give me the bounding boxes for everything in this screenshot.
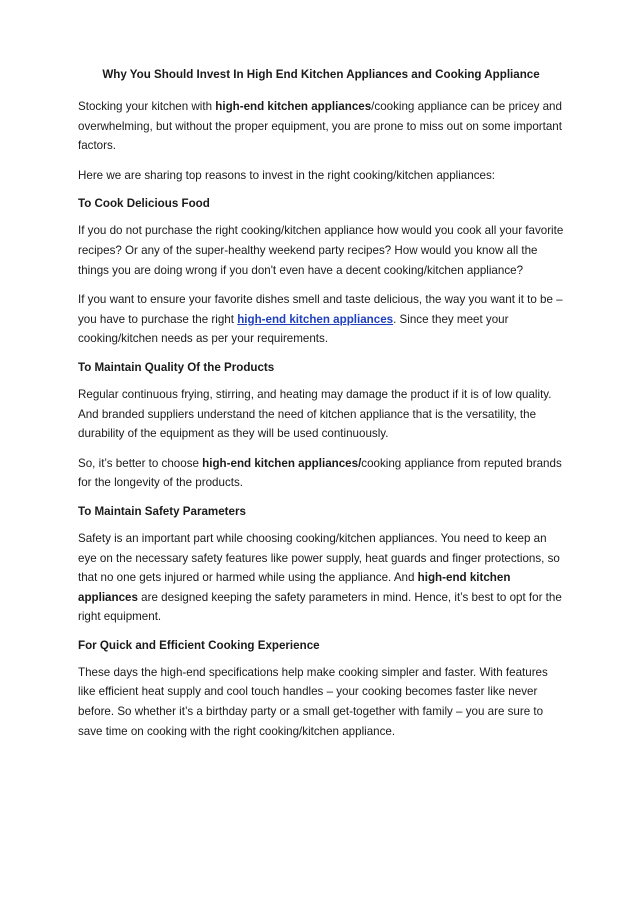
heading-maintain-quality: To Maintain Quality Of the Products <box>78 360 275 374</box>
quality-bold-keyword: high-end kitchen appliances/ <box>202 456 362 470</box>
quality-paragraph-2 <box>78 454 564 493</box>
high-end-kitchen-appliances-link[interactable]: high-end kitchen appliances <box>237 312 394 326</box>
heading-safety-parameters: To Maintain Safety Parameters <box>78 504 246 518</box>
quality-paragraph-2-start: So, it’s better to choose <box>78 456 203 470</box>
cook-paragraph-1: If you do not purchase the right cooking/kitchen appliance how would you cook all your favorite recipes? Or any of the super-healthy weekend party recipes? How would you know all the things you are doing wrong if you don't even have a decent cooking/kitchen appliance? <box>78 224 564 277</box>
safety-paragraph <box>78 529 564 627</box>
heading-cook-delicious-food: To Cook Delicious Food <box>78 197 210 211</box>
intro-text-start: Stocking your kitchen with <box>78 100 216 113</box>
safety-paragraph-end: are designed keeping the safety parameters in mind. Hence, it’s best to opt for the right equipment. <box>78 590 562 624</box>
intro-paragraph <box>78 97 564 156</box>
quality-paragraph-2-end: cooking appliance from reputed brands for the longevity of the products. <box>78 456 562 490</box>
reasons-intro-paragraph: Here we are sharing top reasons to invest in the right cooking/kitchen appliances: <box>78 168 495 182</box>
efficient-paragraph: These days the high-end specifications help make cooking simpler and faster. With features like efficient heat supply and cool touch handles – your cooking becomes faster like never before. So whether it’s a birthday party or a small get-together with family – you are sure to save time on cooking with the right cooking/kitchen appliance. <box>78 665 548 738</box>
intro-text-end: /cooking appliance can be pricey and overwhelming, but without the proper equipment, you are prone to miss out on some important factors. <box>78 100 562 153</box>
cook-paragraph-2-end: . Since they meet your cooking/kitchen needs as per your requirements. <box>78 312 509 346</box>
safety-paragraph-start: Safety is an important part while choosing cooking/kitchen appliances. You need to keep an eye on the necessary safety features like power supply, heat guards and finger protections, so that no one gets injured or harmed while using the appliance. And <box>78 531 560 585</box>
heading-quick-efficient-cooking: For Quick and Efficient Cooking Experience <box>78 638 320 652</box>
cook-paragraph-2-start: If you want to ensure your favorite dishes smell and taste delicious, the way you want it to be – you have to purchase the right <box>78 293 563 326</box>
quality-paragraph-1: Regular continuous frying, stirring, and heating may damage the product if it is of low quality. And branded suppliers understand the need of kitchen appliance that is the versatility, the durability of the equipment as they will be used continuously. <box>78 387 552 441</box>
cook-paragraph-2 <box>78 290 564 349</box>
safety-bold-keyword: high-end kitchen appliances <box>78 571 511 604</box>
intro-bold-keyword: high-end kitchen appliances <box>215 100 372 113</box>
document-title: Why You Should Invest In High End Kitchen Appliances and Cooking Appliance <box>102 68 540 81</box>
